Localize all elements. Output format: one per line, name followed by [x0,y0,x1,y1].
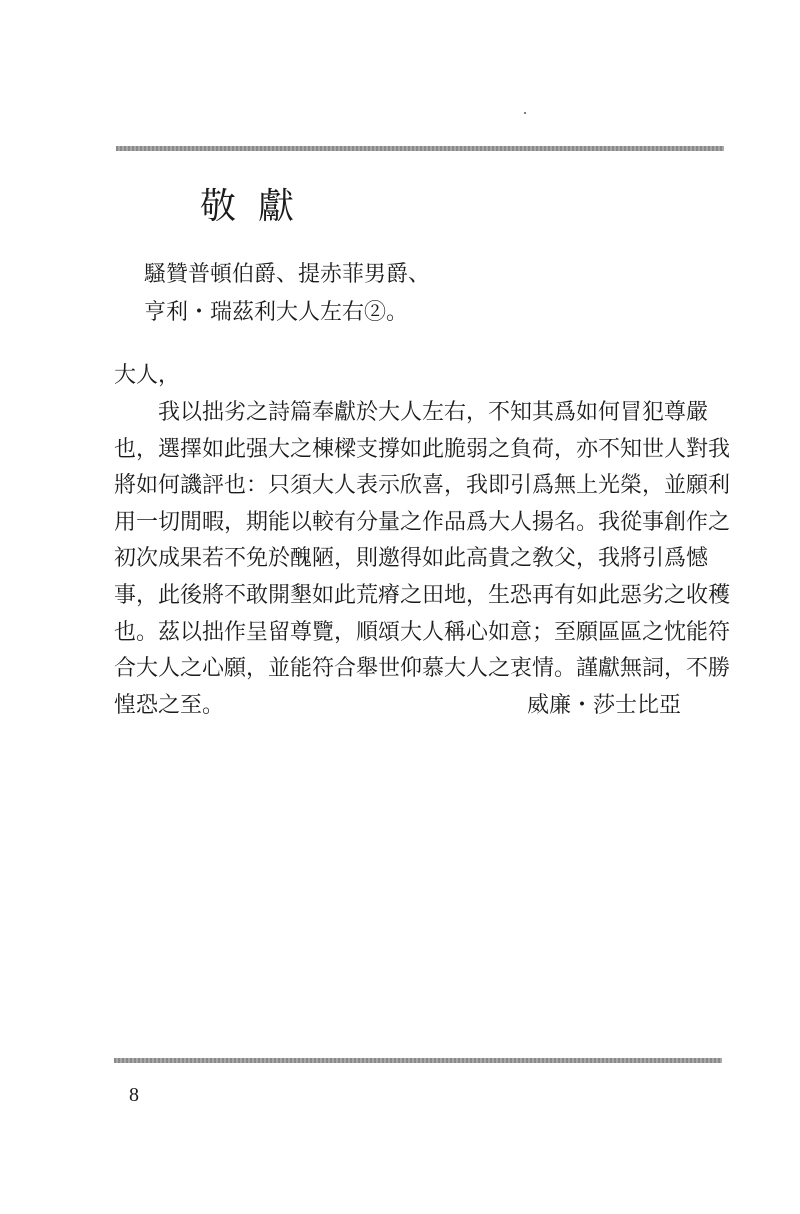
body-line: 也。茲以拙作呈留尊覽，順頌大人稱心如意；至願區區之忱能符 [114,619,731,645]
body-line: 初次成果若不免於醜陋，則邀得如此高貴之敎父，我將引爲憾 [114,546,709,572]
dedication-line: 騷贊普頓伯爵、提赤菲男爵、 [144,262,431,287]
salutation: 大人， [114,363,181,388]
scan-speck [524,112,526,114]
page-title: 敬獻 [200,186,317,227]
body-line: 合大人之心願，並能符合舉世仰慕大人之衷情。謹獻無詞，不勝 [114,656,731,682]
body-line: 事，此後將不敢開墾如此荒瘠之田地，生恐再有如此惡劣之收穫 [114,582,731,608]
dedication-letter-body [114,395,731,724]
signature: 威廉・莎士比亞 [527,693,682,718]
body-line: 惶恐之至。 [114,692,225,718]
body-line: 也，選擇如此强大之棟樑支撐如此脆弱之負荷，亦不知世人對我 [114,436,731,462]
body-line: 將如何譏評也：只須大人表示欣喜，我即引爲無上光榮，並願利 [114,473,731,499]
bottom-rule [114,1058,722,1063]
dedication-line: 亨利・瑞茲利大人左右②。 [144,300,409,325]
body-line: 用一切閒暇，期能以較有分量之作品爲大人揚名。我從事創作之 [114,509,731,535]
top-rule [116,146,724,151]
body-line: 我以拙劣之詩篇奉獻於大人左右，不知其爲如何冒犯尊嚴 [158,400,709,425]
page-number: 8 [129,1084,139,1106]
dedication [144,256,430,332]
